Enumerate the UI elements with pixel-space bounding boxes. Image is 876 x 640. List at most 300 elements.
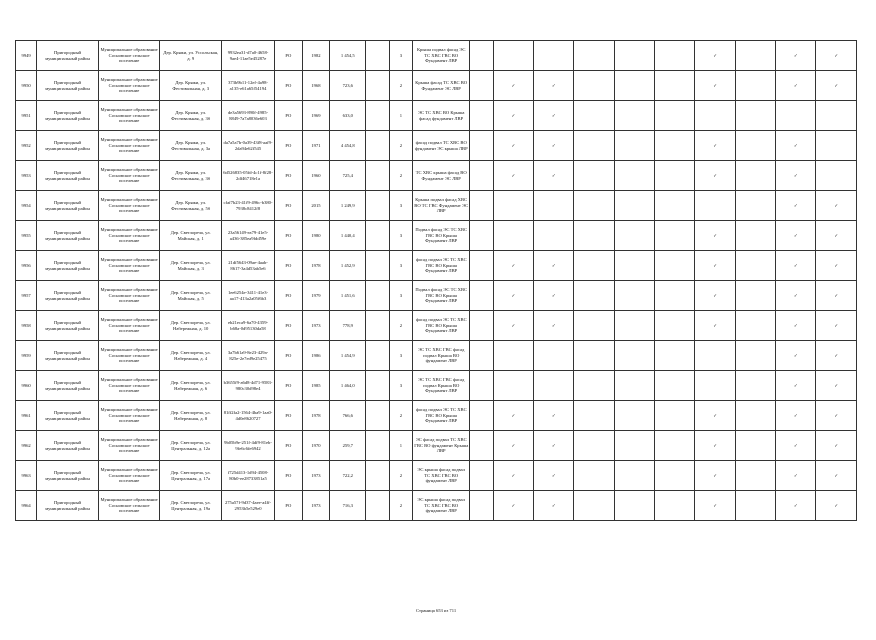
settlement-cell: Муниципальное образование Сосновское сельское поселение: [98, 251, 160, 281]
address-cell: Дер. Светлореча, ул. Майская, д. 1: [160, 221, 222, 251]
settlement-cell: Муниципальное образование Сосновское сельское поселение: [98, 191, 160, 221]
checkmark-cell: [816, 161, 857, 191]
district-cell: Пригородный муниципальный район: [37, 191, 99, 221]
checkmark-cell: ✓: [695, 221, 735, 251]
row-number: 9952: [16, 131, 37, 161]
district-cell: Пригородный муниципальный район: [37, 251, 99, 281]
checkmark-cell: [614, 251, 654, 281]
checkmark-cell: ✓: [776, 131, 816, 161]
checkmark-cell: [574, 41, 614, 71]
floors-cell: 2: [389, 461, 412, 491]
row-number: 9957: [16, 281, 37, 311]
empty-cell: [366, 491, 389, 521]
floors-cell: 2: [389, 161, 412, 191]
empty-cell: [366, 311, 389, 341]
area-cell: 1 451,6: [330, 281, 366, 311]
checkmark-cell: [614, 431, 654, 461]
floors-cell: 3: [389, 221, 412, 251]
checkmark-cell: ✓: [695, 41, 735, 71]
checkmark-cell: [574, 161, 614, 191]
checkmark-cell: [735, 161, 775, 191]
checkmark-cell: ✓: [493, 71, 533, 101]
works-cell: фасад подвал ЭС ТС ХВС ГВС ВО Крыша Фундамент ЛВР: [413, 251, 470, 281]
checkmark-cell: ✓: [695, 311, 735, 341]
empty-cell: [470, 221, 493, 251]
row-number: 9958: [16, 311, 37, 341]
address-cell: Дер. Светлореча, ул. Набережная, д. 10: [160, 311, 222, 341]
area-cell: 1 440,4: [330, 221, 366, 251]
empty-cell: [470, 281, 493, 311]
empty-cell: [470, 131, 493, 161]
checkmark-cell: ✓: [816, 251, 857, 281]
settlement-cell: Муниципальное образование Сосновское сельское поселение: [98, 41, 160, 71]
row-number: 9964: [16, 491, 37, 521]
checkmark-cell: ✓: [816, 341, 857, 371]
works-cell: ЭС ТС ХВС ГВС фасад подвал Крыша ВО фундамент ЛВР: [413, 341, 470, 371]
checkmark-cell: [655, 311, 695, 341]
checkmark-cell: ✓: [695, 251, 735, 281]
checkmark-cell: ✓: [776, 431, 816, 461]
type-cell: РО: [275, 161, 303, 191]
type-cell: РО: [275, 191, 303, 221]
row-number: 9959: [16, 341, 37, 371]
checkmark-cell: [735, 41, 775, 71]
checkmark-cell: [493, 41, 533, 71]
year-cell: 1979: [302, 281, 330, 311]
checkmark-cell: [695, 101, 735, 131]
checkmark-cell: ✓: [493, 401, 533, 431]
area-cell: 725,4: [330, 161, 366, 191]
floors-cell: 3: [389, 251, 412, 281]
empty-cell: [366, 371, 389, 401]
checkmark-cell: ✓: [816, 491, 857, 521]
table-row: [16, 251, 857, 281]
checkmark-cell: ✓: [534, 251, 574, 281]
works-cell: ЭС ТС ХВС ВО Крыша фасад фундамент ЛВР: [413, 101, 470, 131]
type-cell: РО: [275, 341, 303, 371]
empty-cell: [470, 401, 493, 431]
address-cell: Дер. Светлореча, ул. Майская, д. 5: [160, 281, 222, 311]
checkmark-cell: [614, 131, 654, 161]
works-cell: ЭС ТС ХВС ГВС фасад подвал Крыша ВО Фундамент ЛВР: [413, 371, 470, 401]
address-cell: Дер. Светлореча, ул. Центральная, д. 12а: [160, 431, 222, 461]
register-sheet: [15, 40, 857, 566]
building-id-cell: 275a57f-9d37-4aee-a4ff-2953b5e529e0: [221, 491, 274, 521]
checkmark-cell: [614, 401, 654, 431]
floors-cell: 3: [389, 341, 412, 371]
type-cell: РО: [275, 131, 303, 161]
checkmark-cell: [655, 281, 695, 311]
checkmark-cell: [735, 221, 775, 251]
checkmark-cell: ✓: [816, 311, 857, 341]
row-number: 9954: [16, 191, 37, 221]
settlement-cell: Муниципальное образование Сосновское сельское поселение: [98, 491, 160, 521]
checkmark-cell: ✓: [695, 491, 735, 521]
checkmark-cell: [574, 131, 614, 161]
checkmark-cell: ✓: [816, 461, 857, 491]
row-number: 9963: [16, 461, 37, 491]
address-cell: Дер. Светлореча, ул. Набережная, д. 6: [160, 371, 222, 401]
checkmark-cell: ✓: [534, 131, 574, 161]
works-cell: ТС ХВС крыша фасад ВО Фундамент ЭС ЛВР: [413, 161, 470, 191]
checkmark-cell: ✓: [816, 191, 857, 221]
checkmark-cell: ✓: [695, 281, 735, 311]
checkmark-cell: [614, 101, 654, 131]
settlement-cell: Муниципальное образование Сосновское сельское поселение: [98, 371, 160, 401]
checkmark-cell: [574, 491, 614, 521]
checkmark-cell: [614, 221, 654, 251]
checkmark-cell: [534, 191, 574, 221]
checkmark-cell: [574, 311, 614, 341]
checkmark-cell: ✓: [776, 191, 816, 221]
checkmark-cell: ✓: [493, 131, 533, 161]
empty-cell: [470, 491, 493, 521]
checkmark-cell: [735, 461, 775, 491]
checkmark-cell: ✓: [695, 461, 735, 491]
checkmark-cell: ✓: [534, 431, 574, 461]
area-cell: 633,0: [330, 101, 366, 131]
area-cell: 1 452,9: [330, 251, 366, 281]
checkmark-cell: [574, 281, 614, 311]
checkmark-cell: [574, 101, 614, 131]
floors-cell: 2: [389, 491, 412, 521]
checkmark-cell: [614, 371, 654, 401]
checkmark-cell: [614, 191, 654, 221]
empty-cell: [470, 461, 493, 491]
building-id-cell: 23a56149-ea79-41e5-a436-385ea9fdd59e: [221, 221, 274, 251]
row-number: 9951: [16, 101, 37, 131]
checkmark-cell: [574, 431, 614, 461]
checkmark-cell: ✓: [776, 71, 816, 101]
checkmark-cell: ✓: [816, 41, 857, 71]
building-id-cell: 9b05b9e-251f-4df9-81eb-9fe6c6fe6942: [221, 431, 274, 461]
checkmark-cell: [735, 491, 775, 521]
year-cell: 1968: [302, 71, 330, 101]
floors-cell: 3: [389, 41, 412, 71]
checkmark-cell: [655, 371, 695, 401]
checkmark-cell: [655, 101, 695, 131]
building-id-cell: 9932ea31-d7a0-4658-9ae4-11ae5e45287e: [221, 41, 274, 71]
checkmark-cell: ✓: [534, 491, 574, 521]
checkmark-cell: [735, 191, 775, 221]
row-number: 9955: [16, 221, 37, 251]
checkmark-cell: [695, 341, 735, 371]
checkmark-cell: [655, 221, 695, 251]
address-cell: Дер. Кряжи, ул. Фестивальная, д. 5б: [160, 191, 222, 221]
floors-cell: 2: [389, 71, 412, 101]
empty-cell: [366, 191, 389, 221]
works-cell: Крыша подвал фасад ЭС ТС ХВС ГВС ВО Фундамент ЛВР: [413, 41, 470, 71]
building-id-cell: b3655f9-a6d8-4d71-9583-980c30d98e4: [221, 371, 274, 401]
empty-cell: [470, 71, 493, 101]
checkmark-cell: ✓: [493, 281, 533, 311]
row-number: 9953: [16, 161, 37, 191]
checkmark-cell: [735, 251, 775, 281]
district-cell: Пригородный муниципальный район: [37, 461, 99, 491]
type-cell: РО: [275, 461, 303, 491]
works-cell: фасад подвал ЭС ТС ХВС ГВС ВО Крыша Фундамент ЛВР: [413, 311, 470, 341]
checkmark-cell: ✓: [695, 401, 735, 431]
type-cell: РО: [275, 71, 303, 101]
building-id-cell: 3a7b61a9-8e23-429a-825e-2e7ed9e25475: [221, 341, 274, 371]
year-cell: 2015: [302, 191, 330, 221]
empty-cell: [366, 71, 389, 101]
works-cell: Подвал фасад ЭС ТС ХВС ГВС ВО Крыша Фундамент ЛВР: [413, 221, 470, 251]
district-cell: Пригородный муниципальный район: [37, 71, 99, 101]
district-cell: Пригородный муниципальный район: [37, 131, 99, 161]
checkmark-cell: [776, 101, 816, 131]
table-row: [16, 281, 857, 311]
works-cell: фасад подвал ТС ХВС ВО фундамент ЭС крыша ЛВР: [413, 131, 470, 161]
settlement-cell: Муниципальное образование Сосновское сельское поселение: [98, 431, 160, 461]
address-cell: Дер. Кряжи, ул. Уссольская, д. 9: [160, 41, 222, 71]
settlement-cell: Муниципальное образование Сосновское сельское поселение: [98, 311, 160, 341]
address-cell: Дер. Светлореча, ул. Центральная, д. 19а: [160, 491, 222, 521]
checkmark-cell: ✓: [776, 311, 816, 341]
area-cell: 722,2: [330, 461, 366, 491]
year-cell: 1960: [302, 161, 330, 191]
checkmark-cell: ✓: [695, 131, 735, 161]
checkmark-cell: [735, 401, 775, 431]
year-cell: 1978: [302, 251, 330, 281]
checkmark-cell: [614, 491, 654, 521]
checkmark-cell: [816, 131, 857, 161]
floors-cell: 2: [389, 131, 412, 161]
district-cell: Пригородный муниципальный район: [37, 221, 99, 251]
empty-cell: [366, 281, 389, 311]
checkmark-cell: ✓: [816, 71, 857, 101]
area-cell: 716,3: [330, 491, 366, 521]
checkmark-cell: [493, 221, 533, 251]
checkmark-cell: [655, 461, 695, 491]
checkmark-cell: [574, 221, 614, 251]
checkmark-cell: [655, 71, 695, 101]
settlement-cell: Муниципальное образование Сосновское сельское поселение: [98, 281, 160, 311]
table-row: [16, 221, 857, 251]
checkmark-cell: ✓: [695, 71, 735, 101]
settlement-cell: Муниципальное образование Сосновское сельское поселение: [98, 221, 160, 251]
floors-cell: 3: [389, 371, 412, 401]
checkmark-cell: [816, 101, 857, 131]
empty-cell: [470, 311, 493, 341]
table-row: [16, 161, 857, 191]
district-cell: Пригородный муниципальный район: [37, 491, 99, 521]
checkmark-cell: [614, 161, 654, 191]
building-id-cell: f725d413-1d94-4508-80b0-ee28733851a5: [221, 461, 274, 491]
table-row: [16, 101, 857, 131]
checkmark-cell: [574, 71, 614, 101]
checkmark-cell: [574, 251, 614, 281]
area-cell: 766,6: [330, 401, 366, 431]
type-cell: РО: [275, 41, 303, 71]
checkmark-cell: [614, 341, 654, 371]
district-cell: Пригородный муниципальный район: [37, 371, 99, 401]
type-cell: РО: [275, 221, 303, 251]
area-cell: 778,9: [330, 311, 366, 341]
building-id-cell: 373b9b11-12ef-4a98-a135-e61a65f54194: [221, 71, 274, 101]
checkmark-cell: ✓: [493, 491, 533, 521]
checkmark-cell: ✓: [776, 491, 816, 521]
checkmark-cell: [655, 161, 695, 191]
type-cell: РО: [275, 491, 303, 521]
address-cell: Дер. Кряжи, ул. Фестивальная, д. 3: [160, 71, 222, 101]
area-cell: 4 454,8: [330, 131, 366, 161]
row-number: 9949: [16, 41, 37, 71]
settlement-cell: Муниципальное образование Сосновское сельское поселение: [98, 161, 160, 191]
building-id-cell: cfaf7b23-41f9-496c-b380-7938c8412f8: [221, 191, 274, 221]
building-id-cell: eb21eca9-6a70-4359-b68a-0d95130da58: [221, 311, 274, 341]
year-cell: 1973: [302, 461, 330, 491]
checkmark-cell: [655, 251, 695, 281]
checkmark-cell: ✓: [776, 221, 816, 251]
area-cell: 1 464,0: [330, 371, 366, 401]
empty-cell: [470, 41, 493, 71]
district-cell: Пригородный муниципальный район: [37, 431, 99, 461]
checkmark-cell: ✓: [534, 101, 574, 131]
checkmark-cell: ✓: [534, 161, 574, 191]
area-cell: 1 454,5: [330, 41, 366, 71]
checkmark-cell: [574, 191, 614, 221]
housing-register-table: [15, 40, 857, 521]
settlement-cell: Муниципальное образование Сосновское сельское поселение: [98, 341, 160, 371]
checkmark-cell: [574, 461, 614, 491]
checkmark-cell: [614, 311, 654, 341]
checkmark-cell: [655, 491, 695, 521]
page-number: Страница 653 из 711: [416, 608, 457, 613]
works-cell: ЭС крыша фасад подвал ТС ХВС ГВС ВО фундамент ЛВР: [413, 491, 470, 521]
checkmark-cell: ✓: [534, 311, 574, 341]
address-cell: Дер. Светлореча, ул. Набережная, д. 4: [160, 341, 222, 371]
checkmark-cell: [614, 71, 654, 101]
works-cell: Подвал фасад ЭС ТС ХВС ГВС ВО Крыша Фундамент ЛВР: [413, 281, 470, 311]
row-number: 9960: [16, 371, 37, 401]
empty-cell: [470, 191, 493, 221]
table-row: [16, 431, 857, 461]
year-cell: 1986: [302, 341, 330, 371]
settlement-cell: Муниципальное образование Сосновское сельское поселение: [98, 101, 160, 131]
checkmark-cell: ✓: [776, 401, 816, 431]
checkmark-cell: ✓: [493, 461, 533, 491]
address-cell: Дер. Кряжи, ул. Фестивальная, д. 3б: [160, 161, 222, 191]
checkmark-cell: [695, 371, 735, 401]
empty-cell: [470, 101, 493, 131]
area-cell: 1 249,9: [330, 191, 366, 221]
empty-cell: [366, 431, 389, 461]
district-cell: Пригородный муниципальный район: [37, 341, 99, 371]
year-cell: 1971: [302, 131, 330, 161]
checkmark-cell: ✓: [493, 251, 533, 281]
checkmark-cell: [493, 341, 533, 371]
checkmark-cell: [655, 191, 695, 221]
table-row: [16, 71, 857, 101]
empty-cell: [470, 251, 493, 281]
checkmark-cell: [655, 131, 695, 161]
empty-cell: [470, 161, 493, 191]
checkmark-cell: ✓: [776, 341, 816, 371]
checkmark-cell: [735, 341, 775, 371]
settlement-cell: Муниципальное образование Сосновское сельское поселение: [98, 461, 160, 491]
checkmark-cell: ✓: [776, 461, 816, 491]
floors-cell: 2: [389, 401, 412, 431]
checkmark-cell: [735, 101, 775, 131]
type-cell: РО: [275, 281, 303, 311]
table-row: [16, 131, 857, 161]
checkmark-cell: ✓: [493, 101, 533, 131]
empty-cell: [366, 131, 389, 161]
area-cell: 1 454,9: [330, 341, 366, 371]
checkmark-cell: ✓: [776, 371, 816, 401]
checkmark-cell: [614, 461, 654, 491]
district-cell: Пригородный муниципальный район: [37, 161, 99, 191]
works-cell: ЭС крыша фасад подвал ТС ХВС ГВС ВО фундамент ЛВР: [413, 461, 470, 491]
row-number: 9961: [16, 401, 37, 431]
type-cell: РО: [275, 101, 303, 131]
checkmark-cell: [534, 41, 574, 71]
empty-cell: [366, 251, 389, 281]
checkmark-cell: [534, 221, 574, 251]
checkmark-cell: ✓: [816, 281, 857, 311]
checkmark-cell: [735, 281, 775, 311]
checkmark-cell: ✓: [534, 71, 574, 101]
table-row: [16, 191, 857, 221]
year-cell: 1973: [302, 311, 330, 341]
checkmark-cell: [614, 41, 654, 71]
empty-cell: [366, 161, 389, 191]
building-id-cell: 1ee6254e-3411-41e3-aa17-413a2a05f6b3: [221, 281, 274, 311]
checkmark-cell: ✓: [776, 251, 816, 281]
address-cell: Дер. Светлореча, ул. Центральная, д. 17а: [160, 461, 222, 491]
checkmark-cell: [735, 311, 775, 341]
checkmark-cell: ✓: [695, 161, 735, 191]
checkmark-cell: ✓: [534, 281, 574, 311]
checkmark-cell: [493, 371, 533, 401]
year-cell: 1973: [302, 491, 330, 521]
settlement-cell: Муниципальное образование Сосновское сельское поселение: [98, 71, 160, 101]
checkmark-cell: [614, 281, 654, 311]
checkmark-cell: ✓: [776, 161, 816, 191]
empty-cell: [470, 371, 493, 401]
works-cell: Крыша подвал фасад ХВС ВО ТС ГВС Фундамент ЭС ЛВР: [413, 191, 470, 221]
table-row: [16, 401, 857, 431]
settlement-cell: Муниципальное образование Сосновское сельское поселение: [98, 131, 160, 161]
works-cell: фасад подвал ЭС ТС ХВС ГВС ВО Крыша Фундамент ЛВР: [413, 401, 470, 431]
empty-cell: [366, 101, 389, 131]
checkmark-cell: [735, 431, 775, 461]
district-cell: Пригородный муниципальный район: [37, 41, 99, 71]
settlement-cell: Муниципальное образование Сосновское сельское поселение: [98, 401, 160, 431]
empty-cell: [366, 341, 389, 371]
empty-cell: [470, 341, 493, 371]
checkmark-cell: ✓: [816, 371, 857, 401]
floors-cell: 2: [389, 311, 412, 341]
row-number: 9950: [16, 71, 37, 101]
checkmark-cell: [655, 431, 695, 461]
year-cell: 1978: [302, 401, 330, 431]
empty-cell: [366, 461, 389, 491]
works-cell: Крыша фасад ТС ХВС ВО Фундамент ЭС ЛВР: [413, 71, 470, 101]
table-row: [16, 341, 857, 371]
checkmark-cell: ✓: [695, 431, 735, 461]
checkmark-cell: ✓: [534, 401, 574, 431]
building-id-cell: 6d526835-05fd-4c1f-8f28-2df46718e1a: [221, 161, 274, 191]
floors-cell: 3: [389, 191, 412, 221]
year-cell: 1970: [302, 431, 330, 461]
checkmark-cell: [574, 401, 614, 431]
checkmark-cell: [574, 371, 614, 401]
district-cell: Пригородный муниципальный район: [37, 101, 99, 131]
year-cell: 1969: [302, 101, 330, 131]
checkmark-cell: ✓: [493, 431, 533, 461]
